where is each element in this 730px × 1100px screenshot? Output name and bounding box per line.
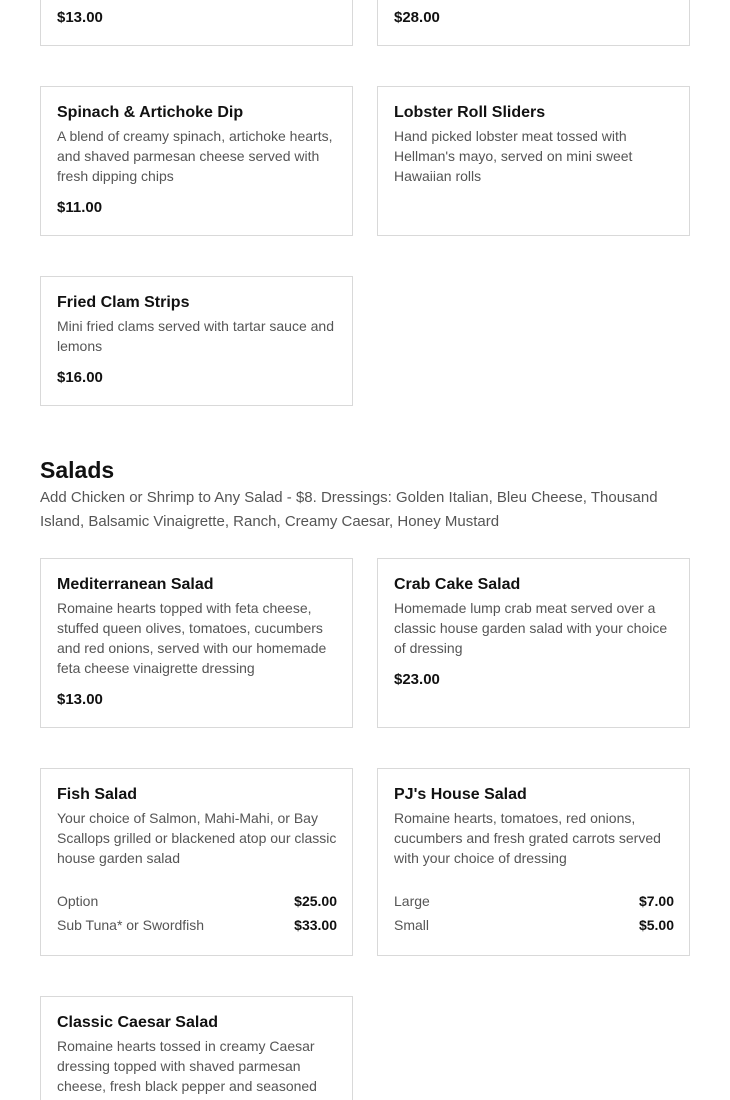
option-price: $7.00 <box>638 893 674 909</box>
option-label: Option <box>57 893 99 909</box>
menu-item-card <box>377 0 690 46</box>
item-name: Mediterranean Salad <box>57 576 214 593</box>
menu-item-card <box>377 86 690 236</box>
item-price: $23.00 <box>394 671 440 688</box>
item-price: $13.00 <box>57 9 103 26</box>
item-name: Fish Salad <box>57 786 138 803</box>
section-note: Add Chicken or Shrimp to Any Salad - $8. Dressings: Golden Italian, Bleu Cheese, Thousand Island, Balsamic Vinaigrette, Ranch, Creamy Caesar, Honey Mustard <box>40 489 658 530</box>
menu-item-card <box>40 276 353 406</box>
menu-item-card <box>40 558 353 728</box>
option-price: $33.00 <box>294 917 337 933</box>
price-option-row <box>394 915 674 935</box>
menu-item-card <box>40 768 353 956</box>
menu-item-card <box>377 768 690 956</box>
item-name: Classic Caesar Salad <box>57 1014 218 1031</box>
option-price: $5.00 <box>638 917 674 933</box>
price-option-row <box>57 891 337 911</box>
item-description: Romaine hearts, tomatoes, red onions, cucumbers and fresh grated carrots served with your choice of dressing <box>394 810 661 866</box>
item-description: Romaine hearts topped with feta cheese, stuffed queen olives, tomatoes, cucumbers and red onions, served with our homemade feta cheese vinaigrette dressing <box>57 600 327 676</box>
section-title: Salads <box>40 457 115 483</box>
menu-item-card <box>377 558 690 728</box>
item-name: PJ's House Salad <box>394 786 527 803</box>
item-price: $13.00 <box>57 691 103 708</box>
item-name: Lobster Roll Sliders <box>394 104 546 121</box>
option-label: Sub Tuna* or Swordfish <box>57 917 205 933</box>
item-price: $28.00 <box>394 9 440 26</box>
menu-item-card <box>40 0 353 46</box>
item-price: $11.00 <box>57 199 103 216</box>
item-description: Hand picked lobster meat tossed with Hellman's mayo, served on mini sweet Hawaiian rolls <box>394 128 633 184</box>
item-name: Fried Clam Strips <box>57 294 190 311</box>
menu-item-card <box>40 86 353 236</box>
item-description: Romaine hearts tossed in creamy Caesar dressing topped with shaved parmesan cheese, fresh black pepper and seasoned <box>57 1038 317 1094</box>
item-name: Crab Cake Salad <box>394 576 521 593</box>
option-label: Large <box>394 893 430 909</box>
item-description: Your choice of Salmon, Mahi-Mahi, or Bay Scallops grilled or blackened atop our classic house garden salad <box>57 810 337 866</box>
item-name: Spinach & Artichoke Dip <box>57 104 244 121</box>
option-price: $25.00 <box>294 893 337 909</box>
item-description: Mini fried clams served with tartar sauce and lemons <box>57 318 334 354</box>
item-description: Homemade lump crab meat served over a classic house garden salad with your choice of dressing <box>394 600 668 656</box>
price-option-row <box>57 915 337 935</box>
item-description: A blend of creamy spinach, artichoke hearts, and shaved parmesan cheese served with fresh dipping chips <box>57 128 333 184</box>
menu-item-card <box>40 996 353 1100</box>
price-option-row <box>394 891 674 911</box>
option-label: Small <box>394 917 430 933</box>
item-price: $16.00 <box>57 369 103 386</box>
